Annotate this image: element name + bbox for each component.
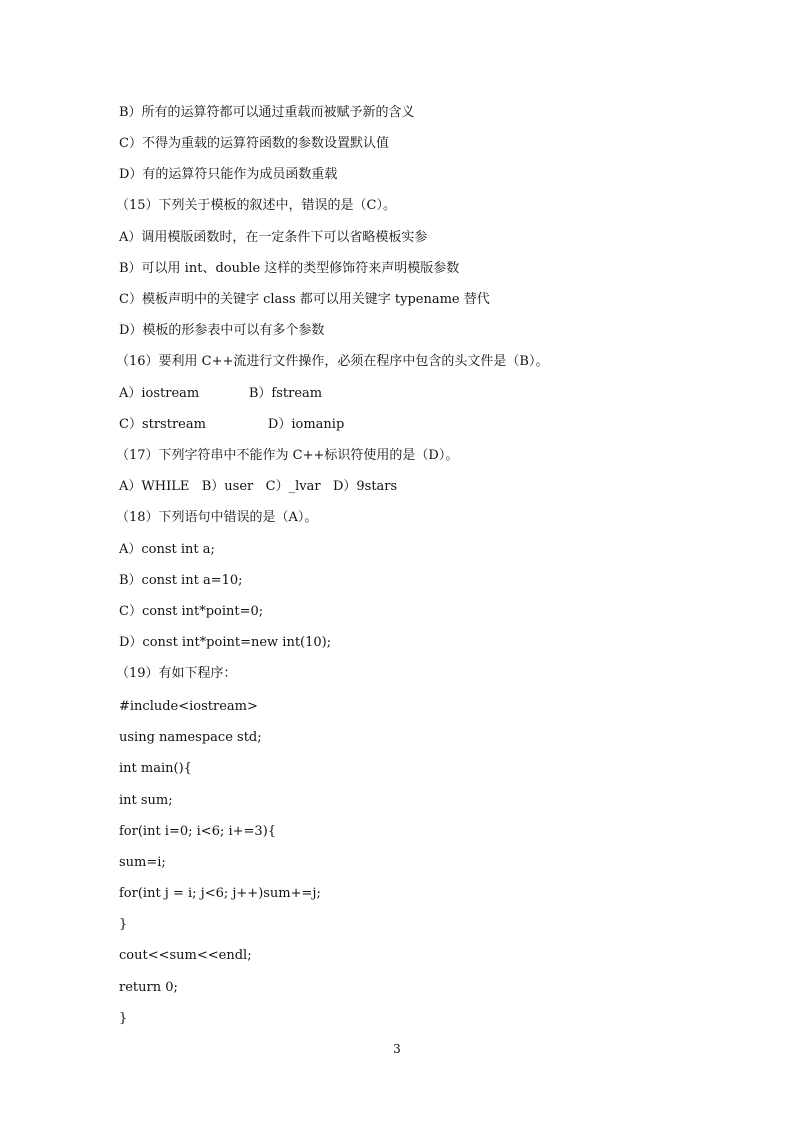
question-16-options-cd: C）strstream D）iomanip [119,417,345,432]
question-15-option-d: D）模板的形参表中可以有多个参数 [119,323,325,338]
option-c-text: C）不得为重载的运算符函数的参数设置默认值 [119,136,389,151]
question-15-option-a: A）调用模版函数时，在一定条件下可以省略模板实参 [119,230,428,245]
question-18-option-d: D）const int*point=new int(10); [119,635,332,650]
code-line: int main(){ [119,761,192,776]
question-18-option-a: A）const int a; [119,542,215,557]
code-line: for(int j = i; j<6; j++)sum+=j; [119,886,321,901]
question-17: （17）下列字符串中不能作为 C++标识符使用的是（D）。 [116,448,459,463]
option-d-text: D）有的运算符只能作为成员函数重载 [119,167,338,182]
question-15: （15）下列关于模板的叙述中，错误的是（C）。 [116,198,396,213]
code-line: sum=i; [119,855,166,870]
code-line: } [119,917,128,932]
question-18: （18）下列语句中错误的是（A）。 [116,510,318,525]
code-line: int sum; [119,793,173,808]
code-line: for(int i=0; i<6; i+=3){ [119,824,277,839]
option-b-text: B）所有的运算符都可以通过重载而被赋予新的含义 [119,105,415,120]
question-16: （16）要利用 C++流进行文件操作，必须在程序中包含的头文件是（B）。 [116,354,549,369]
question-18-option-b: B）const int a=10; [119,573,243,588]
code-line: #include<iostream> [119,699,258,714]
question-18-option-c: C）const int*point=0; [119,604,264,619]
code-line: return 0; [119,980,178,995]
code-line: cout<<sum<<endl; [119,948,252,963]
page-number: 3 [393,1042,401,1056]
code-line: } [119,1011,128,1026]
question-16-options-ab: A）iostream B）fstream [119,386,323,401]
code-line: using namespace std; [119,730,262,745]
question-15-option-b: B）可以用 int、double 这样的类型修饰符来声明模版参数 [119,261,460,276]
question-19: （19）有如下程序： [116,666,237,681]
question-17-options: A）WHILE B）user C）_lvar D）9stars [119,479,398,494]
question-15-option-c: C）模板声明中的关键字 class 都可以用关键字 typename 替代 [119,292,490,307]
